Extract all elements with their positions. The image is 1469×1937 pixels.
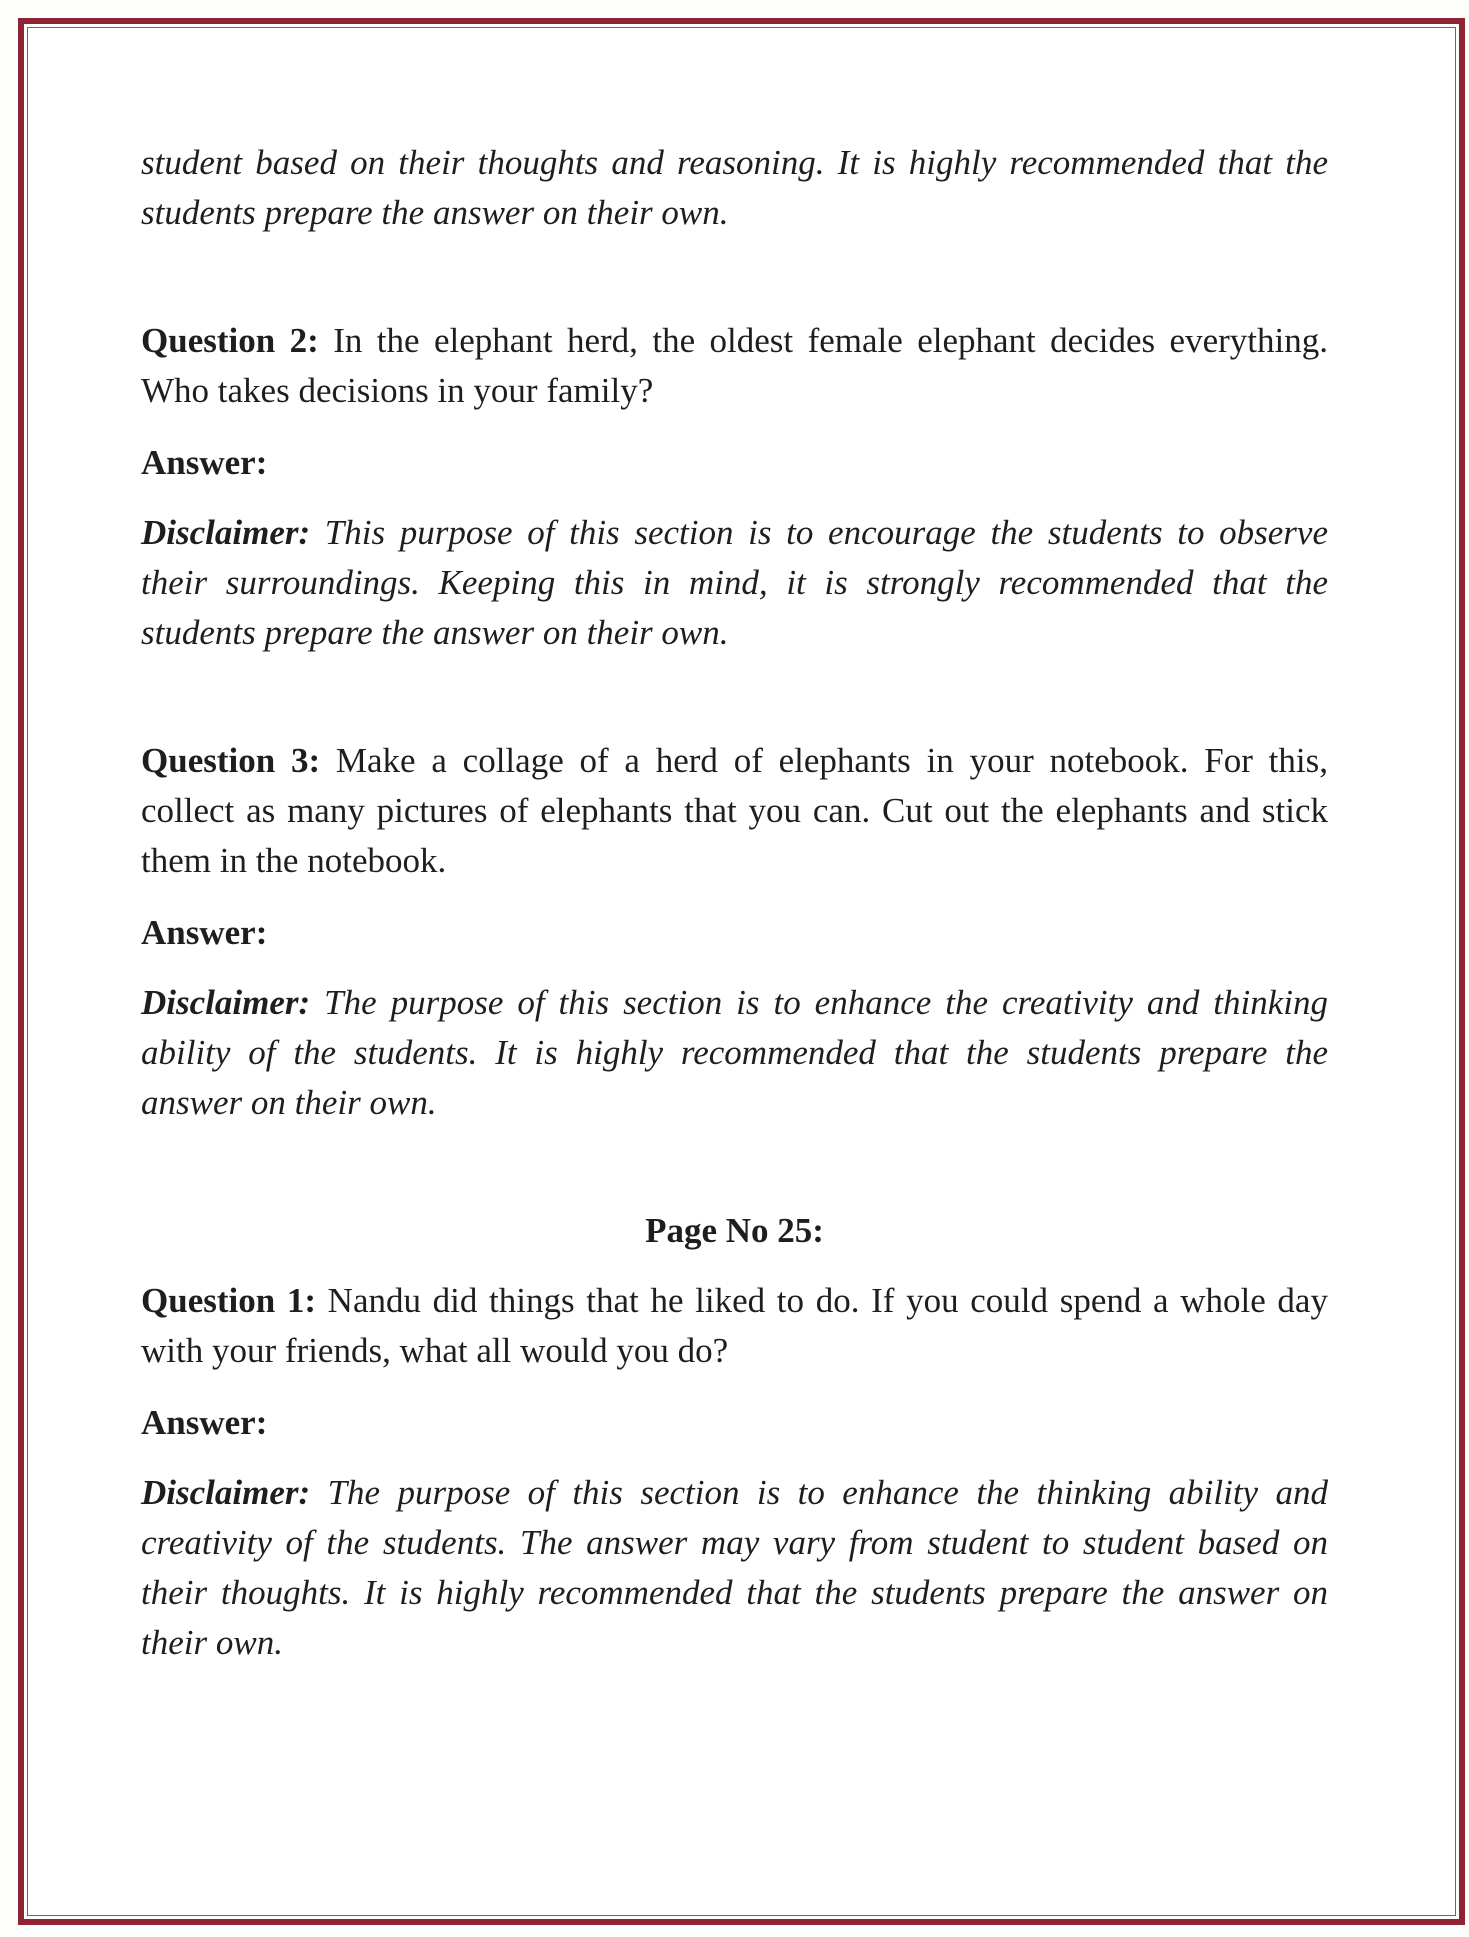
page-25-question-1 [141,1276,1328,1376]
question-3-disclaimer-label: Disclaimer: [141,983,311,1022]
section-spacer [141,1128,1328,1206]
question-3-block [141,736,1328,1128]
question-3-disclaimer-text: The purpose of this section is to enhance the creativity and thinking ability of the students. It is highly recommended that the students prepare the answer on their own. [141,983,1328,1122]
intro-continuation: student based on their thoughts and reasoning. It is highly recommended that the students prepare the answer on their own. [141,143,1328,232]
page-25-question-1-disclaimer-label: Disclaimer: [141,1473,311,1512]
question-2-disclaimer-text: This purpose of this section is to encourage the students to observe their surroundings. Keeping this in mind, it is strongly recommended that the students prepare the answer on their own. [141,513,1328,652]
page-25-question-1-disclaimer-text: The purpose of this section is to enhance the thinking ability and creativity of the students. The answer may vary from student to student based on their thoughts. It is highly recommended that the students prepare the answer on their own. [141,1473,1328,1662]
section-spacer [141,658,1328,736]
question-3-label: Question 3: [141,741,321,780]
page-25-question-1-answer-label: Answer: [141,1403,268,1442]
section-spacer [141,238,1328,316]
page-25-question-1-disclaimer [141,1468,1328,1668]
question-2-answer-label: Answer: [141,443,268,482]
question-2-disclaimer [141,508,1328,658]
question-2-text: In the elephant herd, the oldest female elephant decides everything. Who takes decisions in your family? [141,321,1328,410]
page-25-question-1-block [141,1276,1328,1668]
question-2-block [141,316,1328,658]
question-3-answer-label: Answer: [141,913,268,952]
question-2-label: Question 2: [141,321,319,360]
page-25-question-1-text: Nandu did things that he liked to do. If you could spend a whole day with your friends, what all would you do? [141,1281,1328,1370]
page-number-heading: Page No 25: [645,1211,824,1250]
page-25-question-1-label: Question 1: [141,1281,317,1320]
question-3-text: Make a collage of a herd of elephants in your notebook. For this, collect as many pictures of elephants that you can. Cut out the elephants and stick them in the notebook. [141,741,1328,880]
question-3-disclaimer [141,978,1328,1128]
page-content [141,138,1328,1668]
question-2-disclaimer-label: Disclaimer: [141,513,311,552]
question-2 [141,316,1328,416]
question-3 [141,736,1328,886]
